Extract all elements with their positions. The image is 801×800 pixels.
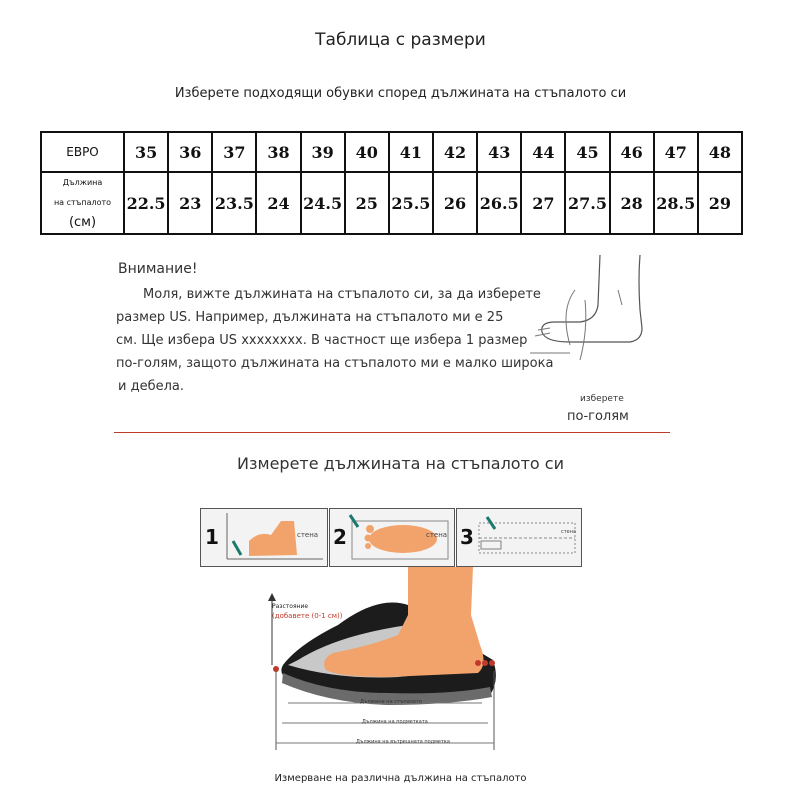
- length-cell: 29: [698, 172, 742, 234]
- length-row: [41, 172, 742, 234]
- eu-size-cell: 47: [654, 132, 698, 172]
- length-cell: 25: [345, 172, 389, 234]
- sole-length-label: Дължина на подметката: [362, 719, 428, 725]
- step-3-panel: [456, 508, 582, 567]
- diagram-caption: Измерване на различна дължина на стъпалото: [274, 773, 527, 784]
- eu-size-cell: 41: [389, 132, 433, 172]
- notice-line: по-голям, защото дължината на стъпалото ми е малко широка: [116, 356, 554, 371]
- eu-size-cell: 43: [477, 132, 521, 172]
- length-cell: 23.5: [212, 172, 256, 234]
- divider: [114, 432, 670, 433]
- foot-length-label: Дължина на стъпалото: [360, 699, 422, 705]
- foot-sketch-icon: [530, 250, 680, 370]
- length-cell: 28: [610, 172, 654, 234]
- length-cell: 25.5: [389, 172, 433, 234]
- length-cell: 28.5: [654, 172, 698, 234]
- size-table: [40, 131, 743, 235]
- length-label-line1: Дължина: [62, 178, 103, 187]
- length-cell: 27.5: [565, 172, 609, 234]
- measure-title: Измерете дължината на стъпалото си: [237, 454, 564, 473]
- eu-size-cell: 37: [212, 132, 256, 172]
- distance-add-label: (добавете (0-1 см)): [272, 612, 343, 620]
- notice-line: см. Ще избера US xxxxxxxx. В частност ще избера 1 размер: [116, 333, 528, 348]
- notice-line: и дебела.: [118, 379, 184, 394]
- wall-label: стена: [561, 529, 577, 535]
- eu-size-row: [41, 132, 742, 172]
- wall-label: стена: [426, 531, 448, 539]
- length-cell: 23: [168, 172, 212, 234]
- eu-size-cell: 46: [610, 132, 654, 172]
- length-cell: 26.5: [477, 172, 521, 234]
- eu-size-cell: 35: [124, 132, 168, 172]
- eu-size-cell: 44: [521, 132, 565, 172]
- step-2-panel: [329, 508, 455, 567]
- eu-size-cell: 38: [256, 132, 300, 172]
- length-cell: 26: [433, 172, 477, 234]
- length-cell: 24.5: [301, 172, 345, 234]
- eu-size-cell: 48: [698, 132, 742, 172]
- step-number: 3: [460, 525, 474, 549]
- page-title: Таблица с размери: [315, 30, 486, 50]
- step-1-panel: [200, 508, 328, 567]
- notice-heading: Внимание!: [118, 261, 198, 277]
- eu-size-cell: 40: [345, 132, 389, 172]
- distance-label: Разстояние: [272, 603, 309, 610]
- length-cell: 22.5: [124, 172, 168, 234]
- insole-length-label: Дължина на вътрешната подметка: [356, 739, 450, 745]
- page-subtitle: Изберете подходящи обувки според дължината на стъпалото си: [174, 86, 627, 101]
- eu-size-cell: 42: [433, 132, 477, 172]
- ruler-measure-icon: [475, 511, 579, 563]
- pick-line2: по-голям: [567, 409, 629, 424]
- length-label: [41, 172, 124, 234]
- notice-line: размер US. Например, дължината на стъпалото ми е 25: [116, 310, 504, 325]
- step-number: 1: [205, 525, 219, 549]
- eu-size-cell: 45: [565, 132, 609, 172]
- eu-label: ЕВРО: [41, 132, 124, 172]
- length-label-unit: (см): [68, 215, 97, 230]
- step-number: 2: [333, 525, 347, 549]
- length-cell: 27: [521, 172, 565, 234]
- length-cell: 24: [256, 172, 300, 234]
- wall-label: стена: [297, 531, 319, 539]
- notice-line: Моля, вижте дължината на стъпалото си, за да изберете: [143, 287, 541, 302]
- eu-size-cell: 39: [301, 132, 345, 172]
- pick-line1: изберете: [580, 394, 624, 404]
- eu-size-cell: 36: [168, 132, 212, 172]
- foot-in-shoe-icon: [268, 565, 508, 755]
- length-label-line2: на стъпалото: [53, 198, 112, 207]
